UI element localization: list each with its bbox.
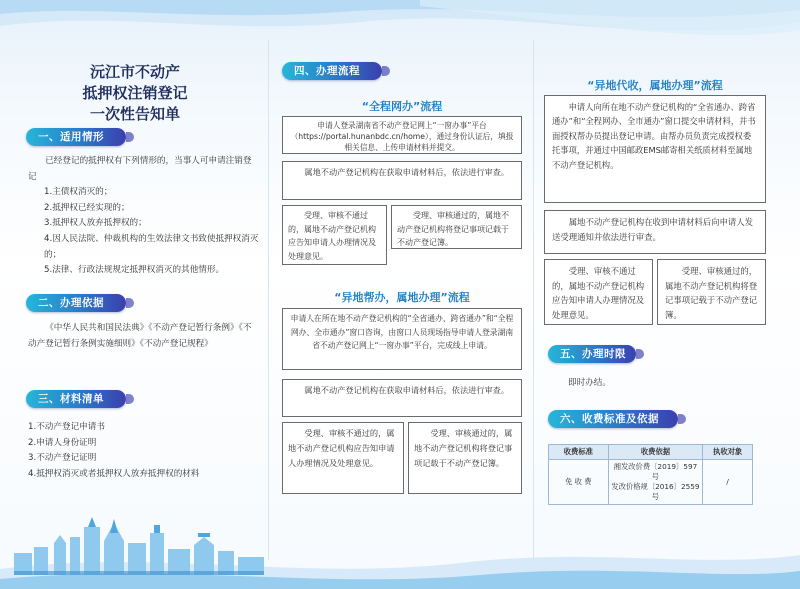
time-limit-text: 即时办结。 xyxy=(568,378,611,388)
fee-table-header-row xyxy=(549,445,753,460)
flow3-pass-box: 受理、审核通过的，属地不动产登记机构将登记事项记载于不动产登记簿。 xyxy=(657,259,766,325)
applicable-section-body xyxy=(28,154,260,279)
flow1-step1-box: 申请人登录湖南省不动产登记网上“一窗办事”平台（https://portal.hunanbdc.cn/home），通过身份认证后，填报相关信息、上传申请材料并提交。 xyxy=(282,116,522,154)
material-item: 1.不动产登记申请书 xyxy=(28,422,105,432)
title-line-2: 抵押权注销登记 xyxy=(82,84,188,102)
flow2-pass-box: 受理、审核通过的，属地不动产登记机构将登记事项记载于不动产登记簿。 xyxy=(408,422,522,494)
flow2-step2-box: 属地不动产登记机构在获取申请材料后，依法进行审查。 xyxy=(282,379,522,417)
section-heading-fees: 六、收费标准及依据 xyxy=(548,410,678,428)
flow1-step2-box: 属地不动产登记机构在获取申请材料后，依法进行审查。 xyxy=(282,161,522,200)
flow2-title: “异地帮办，属地办理”流程 xyxy=(334,291,470,304)
fee-table-row xyxy=(549,460,753,505)
applicable-item: 2.抵押权已经实现的； xyxy=(44,202,130,213)
applicable-intro: 已经登记的抵押权有下列情形的，当事人可申请注销登记 xyxy=(28,156,252,182)
applicable-item: 5.法律、行政法规规定抵押权消灭的其他情形。 xyxy=(44,265,225,276)
flow2-fail-box: 受理、审核不通过的，属地不动产登记机构应告知申请人办理情况及处理意见。 xyxy=(282,422,404,494)
flow2-step1-box: 申请人在所在地不动产登记机构的“全省通办、跨省通办”和“全程网办、全市通办”窗口咨询，由窗口人员现场指导申请人登录湖南省不动产登记网上“一窗办事”平台，完成线上申请。 xyxy=(282,308,522,370)
section-heading-applicable: 一、适用情形 xyxy=(26,128,126,146)
fee-basis-line: 发改价格规〔2016〕2559号 xyxy=(611,482,700,501)
fee-table xyxy=(548,444,753,505)
flow1-title: “全程网办”流程 xyxy=(361,100,443,113)
title-line-3: 一次性告知单 xyxy=(89,105,180,123)
applicable-item: 3.抵押权人放弃抵押权的； xyxy=(44,218,147,229)
flow3-fail-box: 受理、审核不通过的，属地不动产登记机构应告知申请人办理情况及处理意见。 xyxy=(544,259,653,325)
fee-target-cell: / xyxy=(703,460,753,505)
flow1-pass-box: 受理、审核通过的，属地不动产登记机构将登记事项记载于不动产登记簿。 xyxy=(391,205,522,249)
material-item: 2.申请人身份证明 xyxy=(28,437,97,448)
column-divider-1 xyxy=(268,40,269,560)
fee-header-basis: 收费依据 xyxy=(608,445,703,460)
applicable-item: 4.因人民法院、仲裁机构的生效法律文书致使抵押权消灭的； xyxy=(44,233,259,260)
flow1-fail-box: 受理、审核不通过的，属地不动产登记机构应告知申请人办理情况及处理意见。 xyxy=(282,205,387,265)
section-heading-time-limit: 五、办理时限 xyxy=(548,345,636,363)
fee-header-standard: 收费标准 xyxy=(549,445,609,460)
materials-list xyxy=(28,420,260,482)
section-heading-materials: 三、材料清单 xyxy=(26,390,126,408)
flow3-title: “异地代收，属地办理”流程 xyxy=(587,79,723,92)
material-item: 3.不动产登记证明 xyxy=(28,453,97,464)
flow3-step2-box: 属地不动产登记机构在收到申请材料后向申请人发送受理通知并依法进行审查。 xyxy=(544,210,766,254)
section-heading-process: 四、办理流程 xyxy=(282,62,382,80)
material-item: 4.抵押权消灭或者抵押权人放弃抵押权的材料 xyxy=(28,468,200,479)
fee-header-target: 执收对象 xyxy=(703,445,753,460)
flow3-step1-box: 申请人向所在地不动产登记机构的“全省通办、跨省通办”和“全程网办、全市通办”窗口提交申请材料，并书面授权帮办员提出登记申请。由帮办员负责完成授权委托事项，并通过中国邮政EMS邮寄相关纸质材料至属地不动产登记机构。 xyxy=(544,95,766,203)
applicable-item: 1.主债权消灭的； xyxy=(44,187,113,198)
column-divider-2 xyxy=(533,40,534,560)
city-skyline-illustration xyxy=(14,513,264,575)
basis-text: 《中华人民共和国民法典》《不动产登记暂行条例》《不动产登记暂行条例实施细则》《不动产登记规程》 xyxy=(28,323,252,349)
fee-standard-cell: 免 收 费 xyxy=(549,460,609,505)
fee-basis-line: 湘发改价费〔2019〕597号 xyxy=(613,462,698,481)
fee-basis-cell xyxy=(608,460,703,505)
section-heading-basis: 二、办理依据 xyxy=(26,294,126,312)
title-line-1: 沅江市不动产 xyxy=(89,63,180,81)
document-title xyxy=(60,62,210,125)
